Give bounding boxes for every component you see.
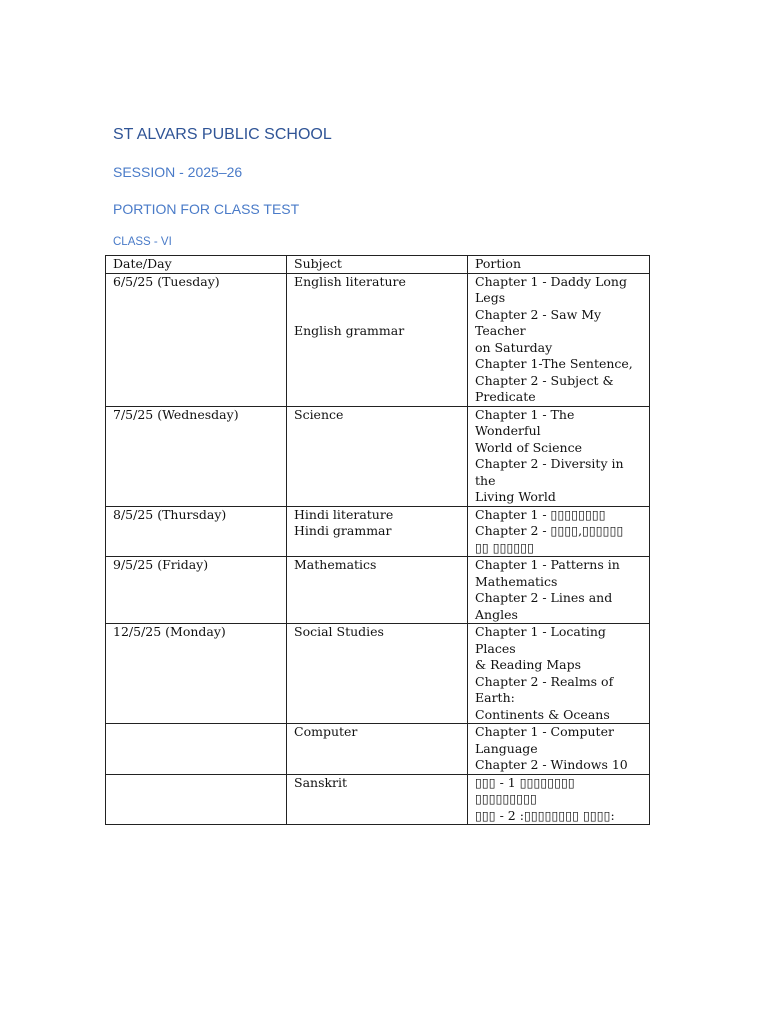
date-cell: 8/5/25 (Thursday) xyxy=(106,506,287,557)
table-header-row xyxy=(106,256,650,274)
date-cell: 9/5/25 (Friday) xyxy=(106,557,287,624)
portion-line: Legs xyxy=(475,290,506,305)
subject-cell: Computer xyxy=(287,724,468,775)
portion-cell xyxy=(468,724,650,775)
table-row xyxy=(106,624,650,724)
portion-cell xyxy=(468,406,650,506)
date-cell: 12/5/25 (Monday) xyxy=(106,624,287,724)
portion-line: Language xyxy=(475,740,538,756)
date-cell xyxy=(106,774,287,825)
table-row xyxy=(106,273,650,406)
date-cell: 7/5/25 (Wednesday) xyxy=(106,406,287,506)
portion-line: Chapter 1 - Daddy Long xyxy=(475,273,627,289)
portion-line: Chapter 2 - Saw My Teacher xyxy=(475,306,602,338)
subject-english-grammar: English grammar xyxy=(294,323,405,338)
header-date-day: Date/Day xyxy=(106,256,287,274)
portion-line: ▯▯▯ - 2 :▯▯▯▯▯▯▯▯ ▯▯▯▯: xyxy=(475,807,615,823)
portion-line: Chapter 1 - Patterns in xyxy=(475,557,620,572)
portion-line: Chapter 1 - Computer xyxy=(475,724,614,739)
subject-english-literature: English literature xyxy=(294,273,406,289)
portion-line: on Saturday xyxy=(475,339,553,355)
class-test-schedule-table xyxy=(105,255,650,825)
subject-cell: Social Studies xyxy=(287,624,468,724)
portion-line: Chapter 1 - The Wonderful xyxy=(475,406,575,438)
portion-line: Chapter 2 - Realms of Earth: xyxy=(475,673,614,705)
portion-line: Continents & Oceans xyxy=(475,706,610,722)
subject-cell xyxy=(287,506,468,557)
subject-hindi-literature: Hindi literature xyxy=(294,506,394,522)
portion-line: Chapter 2 - Windows 10 xyxy=(475,757,628,772)
portion-cell xyxy=(468,273,650,406)
portion-line: Angles xyxy=(475,606,518,622)
subject-hindi-grammar: Hindi grammar xyxy=(294,523,392,538)
portion-line: Chapter 2 - Subject & xyxy=(475,372,614,388)
subject-cell xyxy=(287,273,468,406)
portion-line: World of Science xyxy=(475,439,583,455)
subject-cell: Mathematics xyxy=(287,557,468,624)
portion-line: Chapter 2 - Diversity in the xyxy=(475,456,624,488)
portion-line: Chapter 2 - Lines and xyxy=(475,590,613,605)
table-row xyxy=(106,724,650,775)
class-label: CLASS - VI xyxy=(113,236,172,248)
portion-title: PORTION FOR CLASS TEST xyxy=(113,201,300,217)
portion-cell xyxy=(468,624,650,724)
portion-line: Chapter 1 - ▯▯▯▯▯▯▯▯ xyxy=(475,506,606,522)
portion-line: ▯▯ ▯▯▯▯▯▯ xyxy=(475,539,535,555)
table-row xyxy=(106,406,650,506)
table-row xyxy=(106,506,650,557)
portion-line: Mathematics xyxy=(475,573,558,589)
portion-line: Chapter 2 - ▯▯▯▯,▯▯▯▯▯▯ xyxy=(475,523,624,538)
table-row xyxy=(106,557,650,624)
spacer xyxy=(294,290,461,323)
table-row xyxy=(106,774,650,825)
subject-cell: Sanskrit xyxy=(287,774,468,825)
portion-cell xyxy=(468,557,650,624)
header-subject: Subject xyxy=(287,256,468,274)
session-heading: SESSION - 2025–26 xyxy=(113,164,243,180)
header-portion: Portion xyxy=(468,256,650,274)
portion-line: ▯▯▯▯▯▯▯▯▯ xyxy=(475,791,537,806)
portion-line: Living World xyxy=(475,489,556,504)
portion-cell xyxy=(468,506,650,557)
date-cell xyxy=(106,724,287,775)
portion-line: & Reading Maps xyxy=(475,657,582,672)
portion-line: Chapter 1 - Locating Places xyxy=(475,624,606,656)
portion-cell xyxy=(468,774,650,825)
portion-line: ▯▯▯ - 1 ▯▯▯▯▯▯▯▯ xyxy=(475,774,575,790)
school-name: ST ALVARS PUBLIC SCHOOL xyxy=(113,126,332,143)
portion-line: Chapter 1-The Sentence, xyxy=(475,356,633,371)
subject-cell: Science xyxy=(287,406,468,506)
portion-line: Predicate xyxy=(475,389,536,404)
date-cell: 6/5/25 (Tuesday) xyxy=(106,273,287,406)
